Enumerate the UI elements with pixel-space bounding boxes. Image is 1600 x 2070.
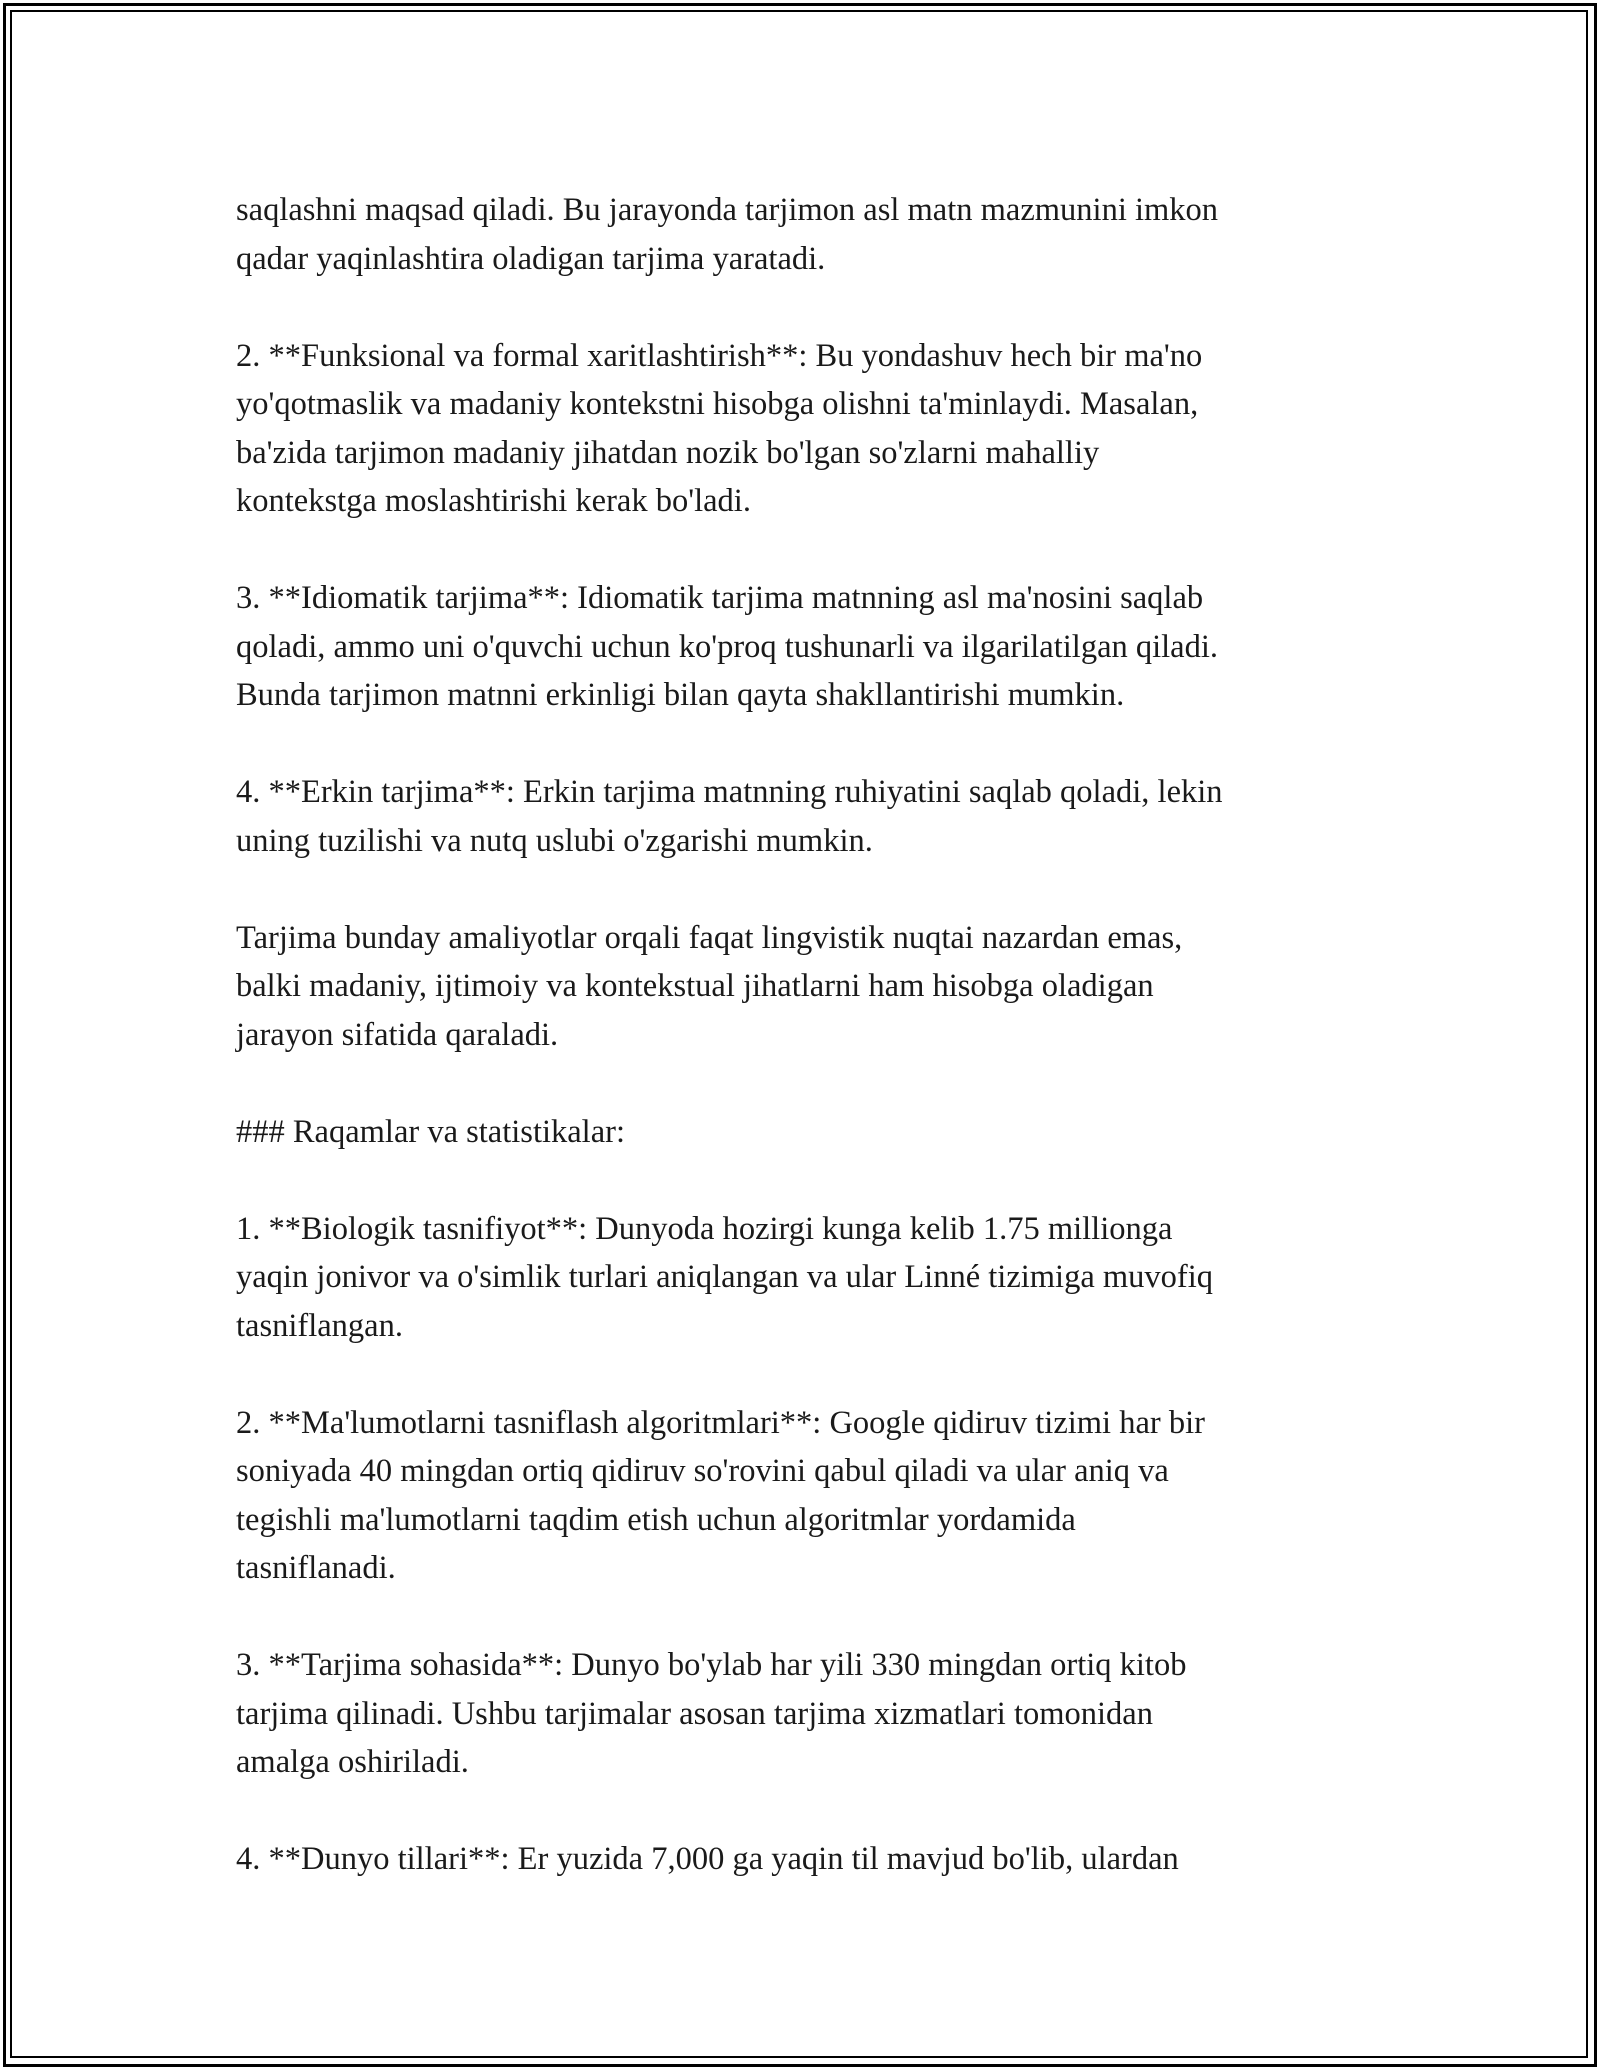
list-item-translation-field: 3. **Tarjima sohasida**: Dunyo bo'ylab har yili 330 mingdan ortiq kitob tarjima qilinadi. Ushbu tarjimalar asosan tarjima xizmatlari tomonidan amalga oshiriladi. <box>236 1647 1187 1780</box>
summary-paragraph: Tarjima bunday amaliyotlar orqali faqat lingvistik nuqtai nazardan emas, balki madaniy, ijtimoiy va kontekstual jihatlarni ham hisobga oladigan jarayon sifatida qaraladi. <box>236 919 1183 1053</box>
list-item-free-translation: 4. **Erkin tarjima**: Erkin tarjima matnning ruhiyatini saqlab qoladi, lekin uning tuzilishi va nutq uslubi o'zgarishi mumkin. <box>236 774 1223 859</box>
paragraph-continuation: saqlashni maqsad qiladi. Bu jarayonda tarjimon asl matn mazmunini imkon qadar yaqinlashtira oladigan tarjima yaratadi. <box>236 192 1219 277</box>
list-item-biological-classification: 1. **Biologik tasnifiyot**: Dunyoda hozirgi kunga kelib 1.75 millionga yaqin jonivor va o'simlik turlari aniqlangan va ular Linné tizimiga muvofiq tasniflangan. <box>236 1210 1214 1344</box>
section-heading-statistics: ### Raqamlar va statistikalar: <box>236 1113 625 1150</box>
document-body <box>236 186 1376 1884</box>
list-item-world-languages: 4. **Dunyo tillari**: Er yuzida 7,000 ga yaqin til mavjud bo'lib, ulardan <box>236 1841 1179 1877</box>
list-item-data-classification-algorithms: 2. **Ma'lumotlarni tasniflash algoritmlari**: Google qidiruv tizimi har bir soniyada 40 mingdan ortiq qidiruv so'rovini qabul qiladi va ular aniq va tegishli ma'lumotlarni taqdim etish uchun algoritmlar yordamida tasniflanadi. <box>236 1404 1205 1586</box>
list-item-idiomatic-translation: 3. **Idiomatik tarjima**: Idiomatik tarjima matnning asl ma'nosini saqlab qoladi, ammo uni o'quvchi uchun ko'proq tushunarli va ilgarilatilgan qiladi. Bunda tarjimon matnni erkinligi bilan qayta shakllantirishi mumkin. <box>236 580 1219 713</box>
list-item-functional-formal-mapping: 2. **Funksional va formal xaritlashtirish**: Bu yondashuv hech bir ma'no yo'qotmaslik va madaniy kontekstni hisobga olishni ta'minlaydi. Masalan, ba'zida tarjimon madaniy jihatdan nozik bo'lgan so'zlarni mahalliy kontekstga moslashtirishi kerak bo'ladi. <box>236 337 1203 519</box>
